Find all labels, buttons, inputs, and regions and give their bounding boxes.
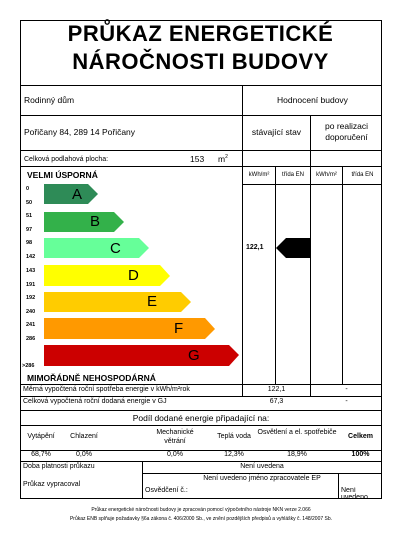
scale-tick: 0 <box>26 186 30 192</box>
share-value-lighting: 18,9% <box>287 451 307 458</box>
share-header-lighting: Osvětlení a el. spotřebiče <box>257 429 337 436</box>
col-kwh-current: kWh/m² <box>248 172 270 178</box>
total-energy-value: 67,3 <box>269 398 284 405</box>
author-label: Průkaz vypracoval <box>23 481 81 488</box>
share-header-ventilation: Mechanické větrání <box>156 429 194 445</box>
floor-area-label: Celková podlahová plocha: <box>24 156 109 163</box>
scale-tick: >286 <box>22 363 35 369</box>
scale-tick: 192 <box>26 295 36 301</box>
scale-tick: 191 <box>26 282 36 288</box>
rating-indicator-arrow <box>276 238 310 258</box>
total-energy-after: - <box>345 398 348 405</box>
validity-value: Není uvedena <box>240 463 284 470</box>
share-value-heating: 68,7% <box>31 451 51 458</box>
building-address: Pořičany 84, 289 14 Pořičany <box>24 127 136 137</box>
scale-tick: 97 <box>26 227 33 233</box>
class-b-label: B <box>90 213 101 230</box>
col-kwh-after: kWh/m² <box>316 172 337 178</box>
certificate-label: Osvědčení č.: <box>145 487 188 494</box>
validity-label: Doba platnosti průkazu <box>23 463 95 470</box>
share-value-ventilation: 0,0% <box>167 451 183 458</box>
page-title: PRŮKAZ ENERGETICKÉ NÁROČNOSTI BUDOVY <box>67 21 334 74</box>
class-e-label: E <box>147 293 158 310</box>
after-recommendation-label: po realizaci doporučení <box>325 121 368 142</box>
col-class-after: třída EN <box>351 172 374 178</box>
class-d-arrow <box>44 265 170 286</box>
footer-note-2: Průkaz ENB splňuje požadavky §6a zákona č. 406/2000 Sb., ve znění pozdějších předpisů a vyhlášky č. 148/2007 Sb. <box>69 516 333 522</box>
class-a-arrow <box>44 184 98 204</box>
shares-heading: Podíl dodané energie připadající na: <box>132 413 270 423</box>
col-class-current: třída EN <box>281 172 304 178</box>
scale-tick: 241 <box>26 322 36 328</box>
class-b-arrow <box>44 212 124 232</box>
floor-area-unit: $m^2$ <box>218 154 228 164</box>
scale-tick: 142 <box>26 254 36 260</box>
share-value-hot-water: 12,3% <box>224 451 244 458</box>
share-header-heating: Vytápění <box>27 433 55 440</box>
class-f-label: F <box>174 320 184 337</box>
share-value-total: 100% <box>351 451 370 458</box>
class-c-label: C <box>110 240 121 257</box>
specific-energy-after: - <box>345 386 348 393</box>
specific-energy-label: Měrná vypočtená roční spotřeba energie v kWh/m²rok <box>23 386 190 393</box>
scale-bottom-label: MIMOŘÁDNĚ NEHOSPODÁRNÁ <box>27 373 156 383</box>
share-header-cooling: Chlazení <box>70 433 98 440</box>
certificate-value: Není uvedeno <box>341 487 368 498</box>
scale-tick: 50 <box>26 200 33 206</box>
current-state-label: stávající stav <box>251 127 302 137</box>
class-c-arrow <box>44 238 149 258</box>
class-f-arrow <box>44 318 215 339</box>
scale-tick: 51 <box>26 213 33 219</box>
class-e-arrow <box>44 292 191 312</box>
class-g-arrow <box>44 345 239 366</box>
scale-tick: 143 <box>26 268 36 274</box>
class-g-label: G <box>188 347 200 364</box>
rating-header: Hodnocení budovy <box>277 95 348 105</box>
scale-tick: 98 <box>26 240 33 246</box>
scale-tick: 286 <box>26 336 36 342</box>
share-value-cooling: 0,0% <box>76 451 92 458</box>
footer-note-1: Průkaz energetické náročnosti budovy je zpracován pomocí výpočetního nástroje NKN verze 2.066 <box>91 507 311 513</box>
building-type: Rodinný dům <box>24 95 75 105</box>
share-header-total: Celkem <box>348 433 373 440</box>
class-d-label: D <box>128 267 139 284</box>
total-energy-label: Celková vypočtená roční dodaná energie v GJ <box>23 398 167 405</box>
floor-area-value: 153 <box>190 154 205 164</box>
class-a-label: A <box>72 186 83 203</box>
scale-tick: 240 <box>26 309 36 315</box>
specific-energy-value: 122,1 <box>267 386 286 393</box>
current-rating-value: 122,1 <box>246 244 264 251</box>
share-header-hot-water: Teplá voda <box>217 433 251 440</box>
scale-top-label: VELMI ÚSPORNÁ <box>27 170 98 180</box>
author-value: Není uvedeno jméno zpracovatele EP <box>203 475 321 482</box>
